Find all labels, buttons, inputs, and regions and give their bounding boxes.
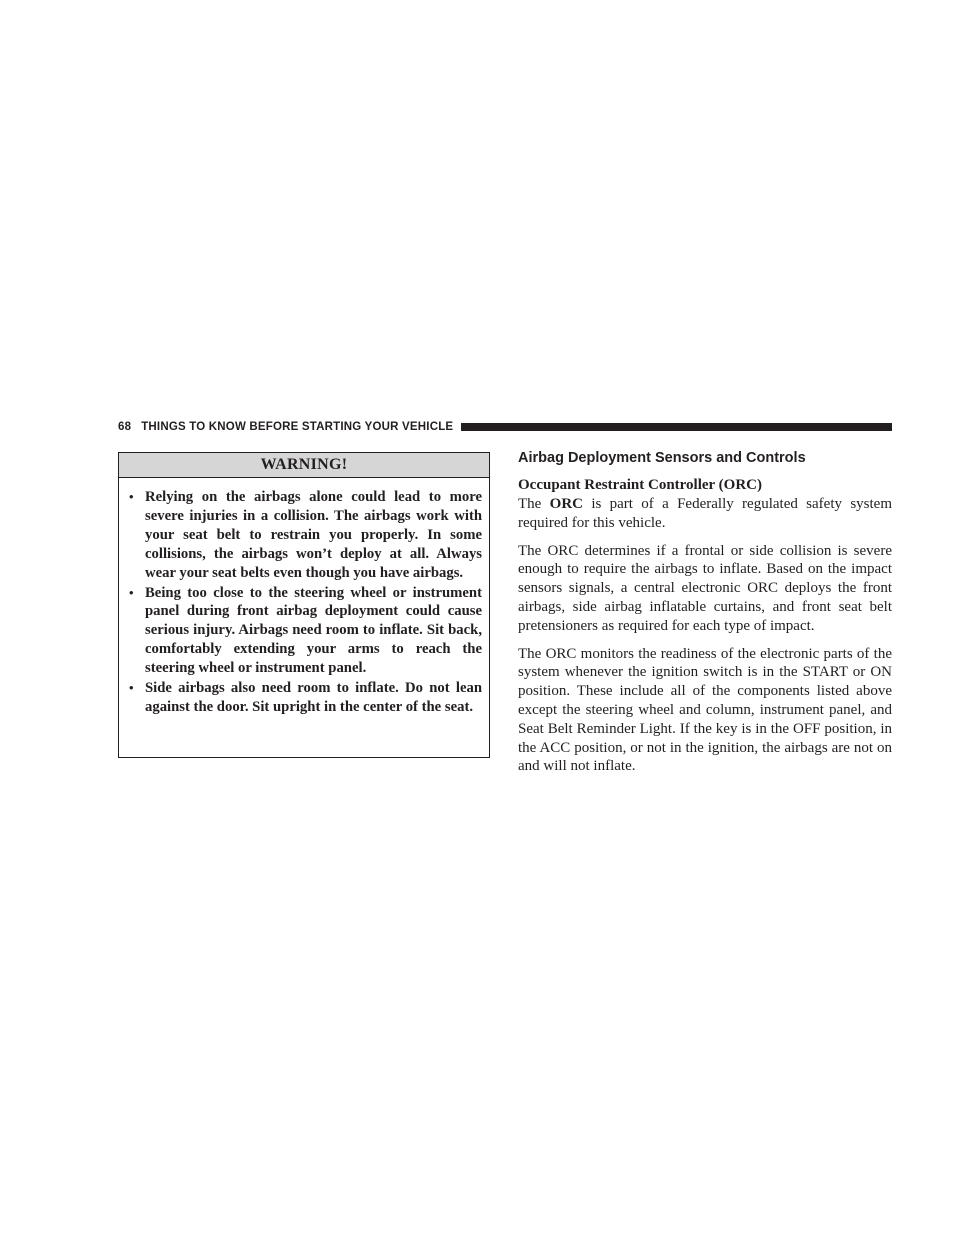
warning-title: WARNING! — [119, 453, 489, 478]
para-suffix: is part of a Federally regulated safety system required for this vehicle. — [518, 496, 892, 531]
paragraph-orc-intro — [518, 495, 892, 533]
bullet-icon: • — [129, 584, 134, 600]
subsection-heading: Occupant Restraint Controller (ORC) — [518, 477, 762, 493]
warning-item-text: Relying on the airbags alone could lead to more severe injuries in a collision. The airbags work with your seat belt to restrain you properly. In some collisions, the airbags won’t deploy at all. Always wear your seat belts even though you have airbags. — [145, 489, 482, 581]
warning-list — [119, 478, 489, 717]
page-number: 68 — [118, 421, 132, 433]
page-header — [118, 419, 892, 435]
bullet-icon: • — [129, 680, 134, 696]
para-prefix: The — [518, 496, 550, 512]
paragraph-orc-monitors: The ORC monitors the readiness of the electronic parts of the system whenever the ignition switch is in the START or ON position. These include all of the components listed above except the steering wheel and column, instrument panel, and Seat Belt Reminder Light. If the key is in the OFF position, in the ACC position, or not in the ignition, the airbags are not on and will not inflate. — [518, 645, 892, 775]
main-content — [518, 448, 892, 785]
bullet-icon: • — [129, 489, 134, 504]
warning-box — [118, 452, 490, 758]
warning-item — [129, 679, 482, 717]
warning-item — [129, 488, 482, 583]
orc-term: ORC — [549, 496, 583, 512]
section-heading: Airbag Deployment Sensors and Controls — [518, 450, 806, 466]
paragraph-orc-determines: The ORC determines if a frontal or side collision is severe enough to require the airbags to inflate. Based on the impact sensors signals, a central electronic ORC deploys the front airbags, side airbag inflatable curtains, and front seat belt pretensioners as required for each type of impact. — [518, 542, 892, 634]
warning-item — [129, 584, 482, 679]
warning-item-text: Side airbags also need room to inflate. Do not lean against the door. Sit upright in the center of the seat. — [145, 680, 482, 715]
section-title: THINGS TO KNOW BEFORE STARTING YOUR VEHICLE — [141, 421, 454, 433]
warning-item-text: Being too close to the steering wheel or instrument panel during front airbag deployment could cause serious injury. Airbags need room to inflate. Sit back, comfortably extending your arms to reach the steering wheel or instrument panel. — [145, 584, 482, 677]
header-rule — [461, 423, 892, 431]
